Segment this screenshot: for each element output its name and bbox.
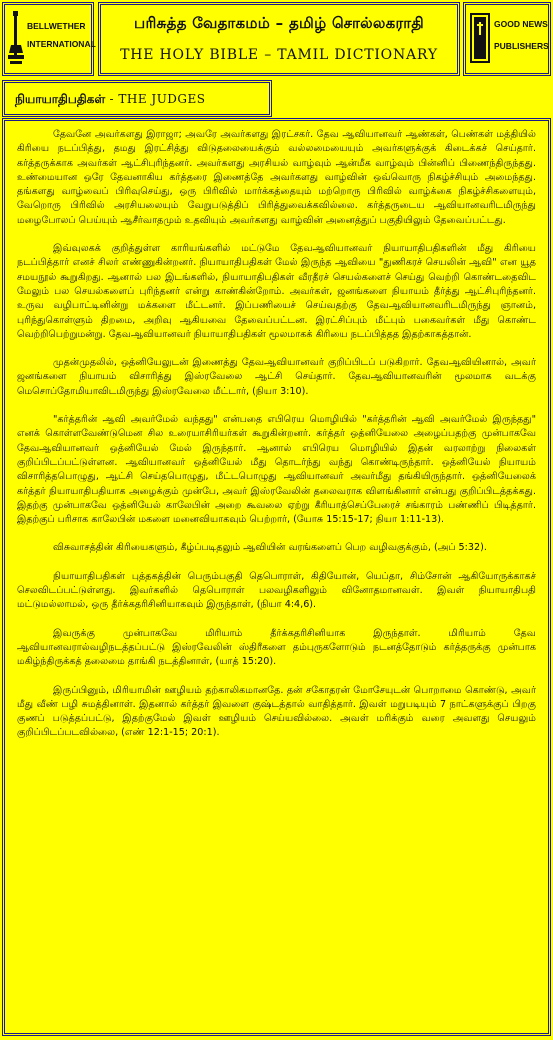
paragraph: நியாயாதிபதிகள் புத்தகத்தின் பெரும்பகுதி தெபொராள், கிதியோன், யெப்தா, சிம்சோன் ஆகியோருக்காகச் செலவிடப்பட்டுள்ளது. இவர்களில் தெபொராள் பலவழிகளிலும் வினோதமானவள். இவள் நியாயாதிபதி மட்டுமல்லாமல், ஒரு தீர்க்கதரிசினியாகவும் இருந்தாள், (நியா 4:4,6).: [17, 570, 536, 611]
logo-right-line-1: GOOD NEWS: [494, 19, 548, 29]
paragraph: இவருக்கு முன்பாகவே மிரியாம் தீர்க்கதரிசினியாக இருந்தாள். மிரியாம் தேவ ஆவியானவரால்வழிநடத்தப்பட்டு இஸ்ரவேலின் ஸ்திரீகளை தம்புருகளோடும் நடனத்தோடும் கர்த்தருக்கு முன்பாக மகிழ்ந்திருக்கத் தலைமை தாங்கி நடத்தினாள், (யாத் 15:20).: [17, 627, 536, 668]
logo-left-line-1: BELLWETHER: [27, 21, 86, 31]
title-tamil: பரிசுத்த வேதாகமம் – தமிழ் சொல்லகராதி: [133, 14, 425, 32]
page-header: [0, 0, 553, 78]
paragraph: இருப்பினும், மிரியாமின் ஊழியம் தற்காலிகமானதே. தன் சகோதரன் மோசேயுடன் பொறாமை கொண்டு, அவர் மீது வீண் பழி சுமத்தினாள். இதனால் கர்த்தர் இவளை குஷ்டத்தால் வாதித்தார். இவள் மறுபடியும் 7 நாட்களுக்குப் பிறகு குணப் படுத்தப்பட்டு, இதற்குமேல் இவள் ஊழியம் செய்யவில்லை. அவள் மரிக்கும் வரை அவளது செயலும் குறிப்பிடப்படவில்லை, (எண் 12:1-15; 20:1).: [17, 684, 536, 739]
section-title-english: THE JUDGES: [118, 92, 206, 106]
good-news-logo: [463, 2, 551, 76]
title-box: [98, 2, 460, 76]
section-heading-box: [2, 80, 272, 117]
paragraph: இவ்வுலகக் குறித்துள்ள காரியங்களில் மட்டுமே தேவஆவியானவர் நியாயாதிபதிகளின் மீது கிரியை நடப்பித்தார் எனச் சிலர் எண்ணுகின்றனர். நியாயாதிபதிகள் மேல் இருந்த ஆவியை "துணிகரச் செயலின் ஆவி" என யூத சமயநூல் கூறுகிறது. ஆனால் பல இடங்களில், நியாயாதிபதிகள் வீரதீரச் செயல்களைச் செய்து வெற்றி கொண்டதைவிட மேலும் பல செயல்களைப் புரிந்தனர் என்று காண்கின்றோம். அவர்கள், ஜனங்களை நியாயம் தீர்த்து ஆட்சிபுரிந்தனர். உருவ வழிபாட்டினின்று மக்களை மீட்டனர். இப்பணியைச் செய்வதற்கு தேவஆவியானவரிடமிருந்து ஞானம், புரிந்துகொள்ளும் திறமை, அறிவு ஆகியவை தேவைப்பட்டன. இரட்சிப்பும் மீட்பும் பகைவர்கள் மீது கொண்ட வெற்றிபெற்றுமன்று. தேவஆவியானவர் நியாயாதிபதிகள் மூலமாகக் கிரியை நடப்பித்தத இதற்காகத்தான்.: [17, 243, 536, 340]
logo-left-line-2: INTERNATIONAL: [27, 39, 96, 49]
section-title-tamil: நியாயாதிபதிகள்: [15, 92, 106, 106]
section-title-separator: -: [105, 92, 119, 106]
paragraph: விசுவாசத்தின் கிரியைகளும், கீழ்ப்படிதலும் ஆவியின் வரங்களைப் பெற வழிவகுக்கும், (அப் 5:32).: [53, 542, 487, 554]
logo-right-line-2: PUBLISHERS: [494, 41, 549, 51]
article-body: [2, 118, 551, 1036]
section-title: [15, 92, 269, 108]
title-english: THE HOLY BIBLE – TAMIL DICTIONARY: [120, 47, 438, 63]
paragraph: தேவனே அவர்களது இராஜா; அவரே அவர்களது இரட்சகர். தேவ ஆவியானவர் ஆண்கள், பெண்கள் மத்தியில் கிரியை நடப்பித்து, தமது இரட்சித்து விடுதலையைக்கும் வல்லமையையும் அவர்களுக்குக் கிடைக்கச் செய்தார். கர்த்தருக்காக அவர்கள் ஆட்சிபுரிந்தனர். அவர்களது அரசியல் வாழ்வும் ஆன்மீக வாழ்வும் பின்னிப் பிணைந்திருந்தது. உண்மையான ஒரே தேவனாகிய கர்த்தரை இணைத்தே அவர்களது வாழ்வின் ஒவ்வொரு நிகழ்ச்சியும் அமைந்தது. தங்களது வாழ்வைப் பிரிவுசெய்து, ஒரு பிரிவில் மார்க்கத்தையும் மற்றொரு பிரிவில் வாழ்க்கை நிகழ்ச்சிகளையும், வேறொரு பிரிவில் அரசியலையும் வேறுபடுத்திப் பிரித்துவைக்கவில்லை. கர்த்தருடைய ஆவியானவரிடமிருந்து மழைபோலப் பெய்யும் ஆசீர்வாதமும் உதவியும் அவர்களது வாழ்வின் அனைத்துப் பகுதியிலும் தேவைப்பட்டது.: [17, 129, 536, 226]
bellwether-logo: [2, 2, 94, 76]
paragraph: "கர்த்தரின் ஆவி அவர்மேல் வந்தது" என்பதை எபிரெய மொழியில் "கர்த்தரின் ஆவி அவர்மேல் இருந்தது" எனக் கொள்ளவேண்டுமென சில உரையாசிரியர்கள் கூறுகின்றனர். கர்த்தர் ஒத்னியேலை அழைப்பதற்கு முன்பாகவே தேவஆவியானவர் ஒத்னியேல் மேல் இருந்தார். ஆனால் எபிரெய மொழியில் இதன் வரலாற்று நிலைகள் குறிப்பிடப்பட்டுள்ளன. ஆவியானவர் ஒத்னியேல் மீது தொடர்ந்து வந்து கொண்டிருந்தார். ஒத்னியேல் நியாயம் விசாரித்தபொழுது, ஆட்சி செய்தபொழுது, மீட்டபொழுது ஆவியானவர் அவர்மீது தங்கியிருந்தார். ஒத்னியேலைக் கர்த்தர் நியாயாதிபதியாக அழைக்கும் முன்பே, அவர் இஸ்ரவேலின் தலைவராக விளங்கினார் என்பது குறிப்பிடத்தக்கது. இதற்கு முன்பாகவே ஒத்னியேல் காலேபின் அறை கூவலை ஏற்று கீரியாத்செப்பேரைச் சங்காரம் பண்ணிப் பிடித்தார். இதற்குப் பரிசாக காலேபின் மகளை மனைவியாகவும் பெற்றார், (யோசு 15:15-17; நியா 1:11-13).: [17, 414, 536, 526]
paragraph: முதன்முதலில், ஒத்னியேலுடன் இணைத்து தேவஆவியானவர் குறிப்பிடப் படுகிறார். தேவஆவியினால், அவர் ஜனங்களை நியாயம் விசாரித்து இஸ்ரவேலை ஆட்சி செய்தார். தேவஆவியானவரின் மூலமாக வடக்கு மெசொப்தோமியாவிடமிருந்து இஸ்ரவேலை மீட்டார், (நியா 3:10).: [17, 357, 536, 397]
